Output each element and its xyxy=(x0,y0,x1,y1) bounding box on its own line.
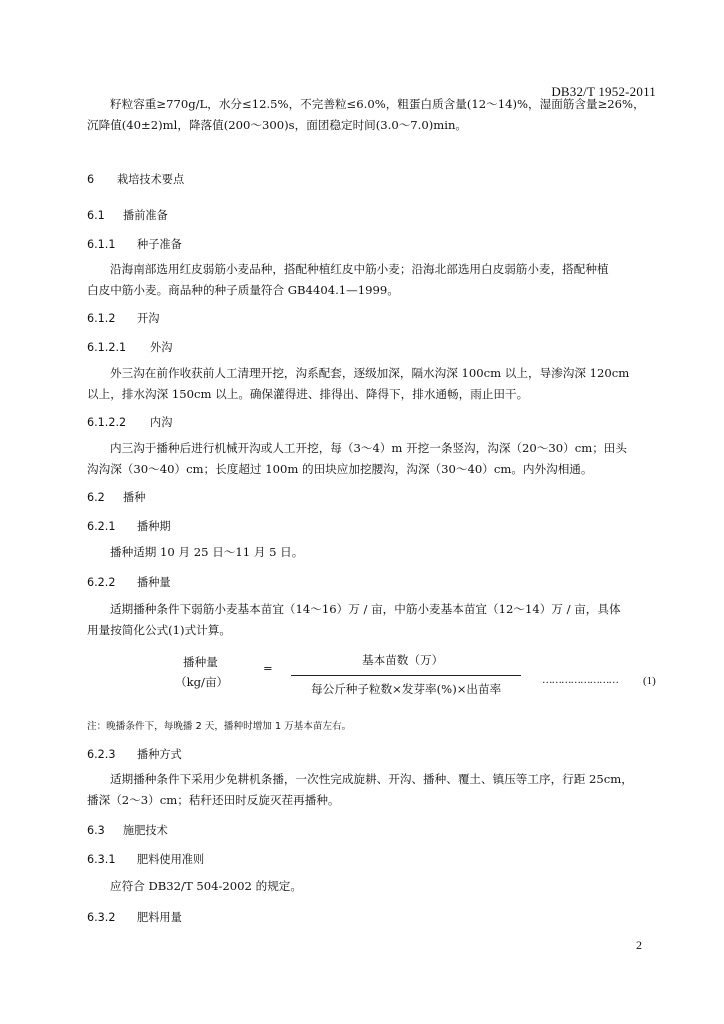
paragraph-line: 白皮中筋小麦。商品种的种子质量符合 GB4404.1—1999。 xyxy=(87,283,399,297)
heading-title: 播种期 xyxy=(137,520,171,533)
heading-number: 6.1.1 xyxy=(87,238,116,251)
heading-6-1-1 xyxy=(87,236,182,252)
outer-ditch-paragraph xyxy=(87,363,655,405)
heading-title: 外沟 xyxy=(150,341,173,354)
heading-number: 6 xyxy=(87,173,95,186)
formula-lhs-unit: （kg/亩） xyxy=(175,675,229,689)
paragraph-line: 沿海南部选用红皮弱筋小麦品种，搭配种植红皮中筋小麦；沿海北部选用白皮弱筋小麦，搭配种植 xyxy=(110,262,609,276)
formula-numerator: 基本苗数（万） xyxy=(362,653,444,667)
heading-title: 内沟 xyxy=(150,416,173,429)
heading-6-1 xyxy=(87,207,168,223)
heading-number: 6.3 xyxy=(87,824,105,837)
page-number: 2 xyxy=(636,938,642,952)
heading-number: 6.1 xyxy=(87,209,105,222)
document-code: DB32/T 1952-2011 xyxy=(551,84,656,99)
paragraph-line: 用量按简化公式(1)式计算。 xyxy=(87,623,231,637)
heading-number: 6.2.1 xyxy=(87,520,116,533)
heading-6-2-3 xyxy=(87,746,182,762)
paragraph-line: 适期播种条件下弱筋小麦基本苗宜（14～16）万 / 亩，中筋小麦基本苗宜（12～14）万 / 亩，具体 xyxy=(110,602,621,616)
intro-paragraph xyxy=(87,94,655,136)
heading-number: 6.1.2.2 xyxy=(87,416,127,429)
paragraph-line: 外三沟在前作收获前人工清理开挖，沟系配套，逐级加深，隔水沟深 100cm 以上，导渗沟深 120cm xyxy=(110,366,630,380)
heading-6-3-2 xyxy=(87,909,182,925)
sowing-period-paragraph xyxy=(87,542,655,563)
paragraph-line: 适期播种条件下采用少免耕机条播，一次性完成旋耕、开沟、播种、覆土、镇压等工序，行距 25cm， xyxy=(110,772,633,786)
heading-6-3-1 xyxy=(87,851,204,867)
heading-6-2 xyxy=(87,489,145,505)
heading-number: 6.3.1 xyxy=(87,853,116,866)
formula-fraction-bar xyxy=(291,675,521,676)
formula-equals-sign: = xyxy=(263,661,273,675)
heading-6-2-1 xyxy=(87,518,171,534)
heading-title: 开沟 xyxy=(137,312,160,325)
heading-title: 播种方式 xyxy=(137,748,182,761)
heading-number: 6.1.2.1 xyxy=(87,341,127,354)
heading-title: 种子准备 xyxy=(137,238,182,251)
heading-number: 6.1.2 xyxy=(87,312,116,325)
heading-6-2-2 xyxy=(87,574,171,590)
heading-title: 施肥技术 xyxy=(123,824,168,837)
paragraph-line: 沟沟深（30～40）cm；长度超过 100m 的田块应加挖腰沟，沟深（30～40）cm。内外沟相通。 xyxy=(87,462,593,476)
heading-title: 播种 xyxy=(123,491,146,504)
heading-number: 6.2.3 xyxy=(87,748,116,761)
heading-6-1-2-1 xyxy=(87,339,172,355)
fertilizer-guideline-paragraph xyxy=(87,876,655,897)
paragraph-line: 以上，排水沟深 150cm 以上。确保灌得进、排得出、降得下，排水通畅，雨止田干。 xyxy=(87,387,529,401)
paragraph-line: 籽粒容重≥770g/L，水分≤12.5%，不完善粒≤6.0%，粗蛋白质含量(12～14)%，湿面筋含量≥26%， xyxy=(110,97,645,111)
sowing-rate-formula xyxy=(87,648,655,702)
heading-title: 肥料使用准则 xyxy=(137,853,205,866)
seed-preparation-paragraph xyxy=(87,259,655,301)
heading-title: 肥料用量 xyxy=(137,911,182,924)
paragraph-line: 播深（2～3）cm；秸秆还田时反旋灭茬再播种。 xyxy=(87,793,340,807)
heading-title: 播前准备 xyxy=(123,209,168,222)
sowing-method-paragraph xyxy=(87,769,655,811)
paragraph-line: 应符合 DB32/T 504-2002 的规定。 xyxy=(110,879,302,893)
heading-6 xyxy=(87,171,184,187)
note-text: 注：晚播条件下，每晚播 2 天，播种时增加 1 万基本苗左右。 xyxy=(87,721,352,732)
formula-leader-dots: …………………… xyxy=(542,674,618,686)
paragraph-line: 播种适期 10 月 25 日～11 月 5 日。 xyxy=(110,545,304,559)
heading-title: 栽培技术要点 xyxy=(117,173,185,186)
formula-lhs-label: 播种量 xyxy=(183,655,218,669)
heading-6-1-2 xyxy=(87,310,159,326)
paragraph-line: 沉降值(40±2)ml，降落值(200～300)s，面团稳定时间(3.0～7.0)min。 xyxy=(87,118,468,132)
heading-6-3 xyxy=(87,822,168,838)
paragraph-line: 内三沟于播种后进行机械开沟或人工开挖，每（3～4）m 开挖一条竖沟，沟深（20～30）cm；田头 xyxy=(110,441,627,455)
heading-6-1-2-2 xyxy=(87,414,172,430)
inner-ditch-paragraph xyxy=(87,438,655,480)
sowing-rate-paragraph xyxy=(87,599,655,641)
heading-title: 播种量 xyxy=(137,576,171,589)
formula-equation-number: (1) xyxy=(643,675,656,687)
formula-denominator: 每公斤种子粒数×发芽率(%)×出苗率 xyxy=(311,682,502,696)
heading-number: 6.2 xyxy=(87,491,105,504)
heading-number: 6.2.2 xyxy=(87,576,116,589)
heading-number: 6.3.2 xyxy=(87,911,116,924)
